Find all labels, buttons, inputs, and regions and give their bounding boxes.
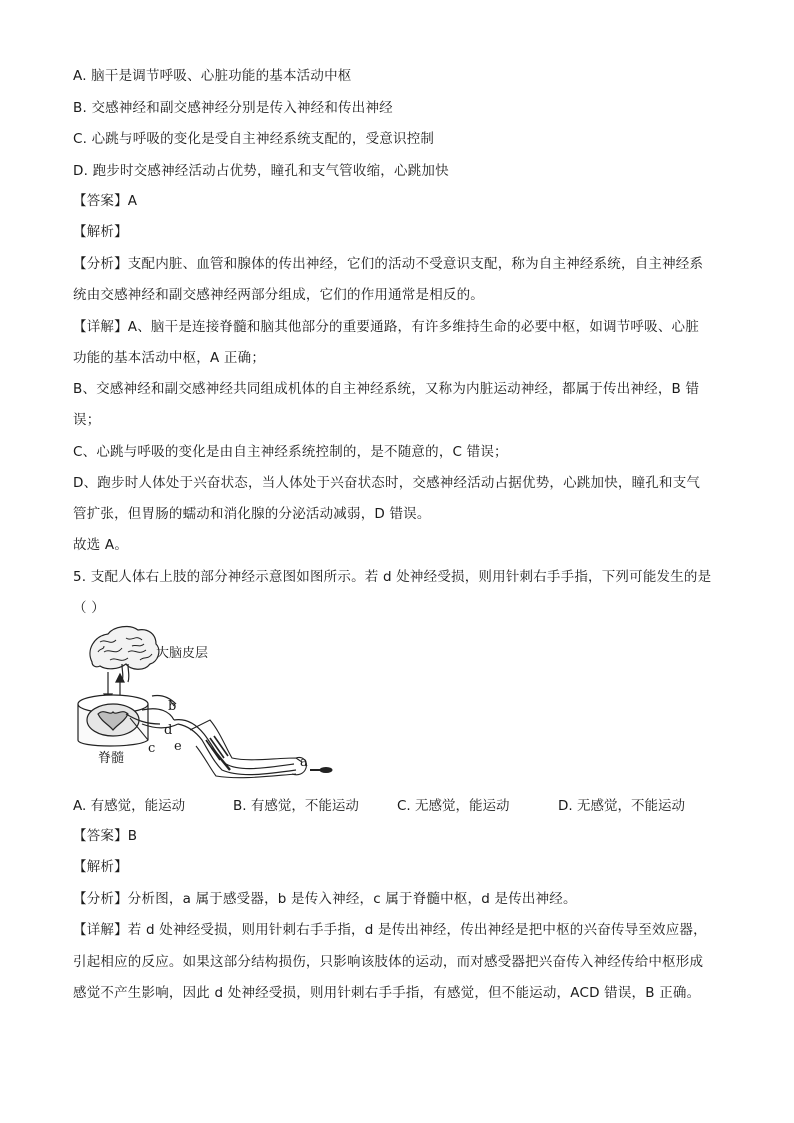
label-e: e bbox=[174, 739, 182, 754]
detail-2-line-2: 引起相应的反应。如果这部分结构损伤，只影响该肢体的运动，而对感受器把兴奋传入神经传给中枢形成 bbox=[73, 954, 704, 970]
option-b: B. 交感神经和副交感神经分别是传入神经和传出神经 bbox=[73, 100, 393, 116]
detail-2-line-1: 【详解】若 d 处神经受损，则用针刺右手手指，d 是传出神经，传出神经是把中枢的兴奋传导至效应器， bbox=[73, 922, 707, 938]
q5-option-c: C. 无感觉，能运动 bbox=[397, 798, 510, 814]
detail-1-line-4: 误； bbox=[73, 412, 101, 428]
analysis-heading-2: 【解析】 bbox=[73, 859, 128, 875]
detail-1-line-5: C、心跳与呼吸的变化是由自主神经系统控制的，是不随意的，C 错误； bbox=[73, 444, 508, 460]
detail-1-line-2: 功能的基本活动中枢，A 正确； bbox=[73, 350, 266, 366]
option-d: D. 跑步时交感神经活动占优势，瞳孔和支气管收缩，心跳加快 bbox=[73, 163, 449, 179]
label-a: a bbox=[300, 755, 308, 770]
nerve-pathway bbox=[126, 695, 296, 774]
nerve-diagram-svg bbox=[70, 620, 340, 780]
label-d: d bbox=[164, 723, 173, 738]
answer-2: 【答案】B bbox=[73, 828, 138, 844]
option-a: A. 脑干是调节呼吸、心脏功能的基本活动中枢 bbox=[73, 68, 352, 84]
label-c: c bbox=[148, 741, 156, 756]
question-5-stem: 5. 支配人体右上肢的部分神经示意图如图所示。若 d 处神经受损，则用针刺右手手指，下列可能发生的是 bbox=[73, 569, 712, 585]
detail-1-line-7: 管扩张，但胃肠的蠕动和消化腺的分泌活动减弱，D 错误。 bbox=[73, 506, 431, 522]
q5-option-a: A. 有感觉，能运动 bbox=[73, 798, 186, 814]
detail-1-line-3: B、交感神经和副交感神经共同组成机体的自主神经系统，又称为内脏运动神经，都属于传出神经，B 错 bbox=[73, 381, 700, 397]
label-b: b bbox=[168, 699, 177, 714]
q5-option-d: D. 无感觉，不能运动 bbox=[558, 798, 685, 814]
brain-illustration bbox=[90, 627, 159, 682]
question-5-options bbox=[73, 794, 733, 814]
answer-1: 【答案】A bbox=[73, 193, 138, 209]
detail-1-line-1: 【详解】A、脑干是连接脊髓和脑其他部分的重要通路，有许多维持生命的必要中枢，如调节呼吸、心脏 bbox=[73, 319, 699, 335]
needle-icon bbox=[310, 768, 332, 773]
analysis-1-line-2: 统由交感神经和副交感神经两部分组成，它们的作用通常是相反的。 bbox=[73, 287, 484, 303]
cortex-label: 大脑皮层 bbox=[156, 646, 209, 661]
q5-option-b: B. 有感觉，不能运动 bbox=[233, 798, 359, 814]
detail-1-line-8: 故选 A。 bbox=[73, 537, 129, 553]
detail-1-line-6: D、跑步时人体处于兴奋状态，当人体处于兴奋状态时，交感神经活动占据优势，心跳加快，瞳孔和支气 bbox=[73, 475, 701, 491]
analysis-1-line-1: 【分析】支配内脏、血管和腺体的传出神经，它们的活动不受意识支配，称为自主神经系统，自主神经系 bbox=[73, 256, 704, 272]
nerve-diagram bbox=[70, 620, 340, 780]
spinal-label: 脊髓 bbox=[98, 751, 125, 766]
analysis-heading-1: 【解析】 bbox=[73, 224, 128, 240]
analysis-2-line-1: 【分析】分析图，a 属于感受器，b 是传入神经，c 属于脊髓中枢，d 是传出神经。 bbox=[73, 891, 577, 907]
spinal-cord bbox=[78, 695, 178, 746]
detail-2-line-3: 感觉不产生影响，因此 d 处神经受损，则用针刺右手手指，有感觉，但不能运动，ACD 错误，B 正确。 bbox=[73, 985, 701, 1001]
question-5-blank: （ ） bbox=[73, 600, 105, 616]
option-c: C. 心跳与呼吸的变化是受自主神经系统支配的，受意识控制 bbox=[73, 131, 435, 147]
